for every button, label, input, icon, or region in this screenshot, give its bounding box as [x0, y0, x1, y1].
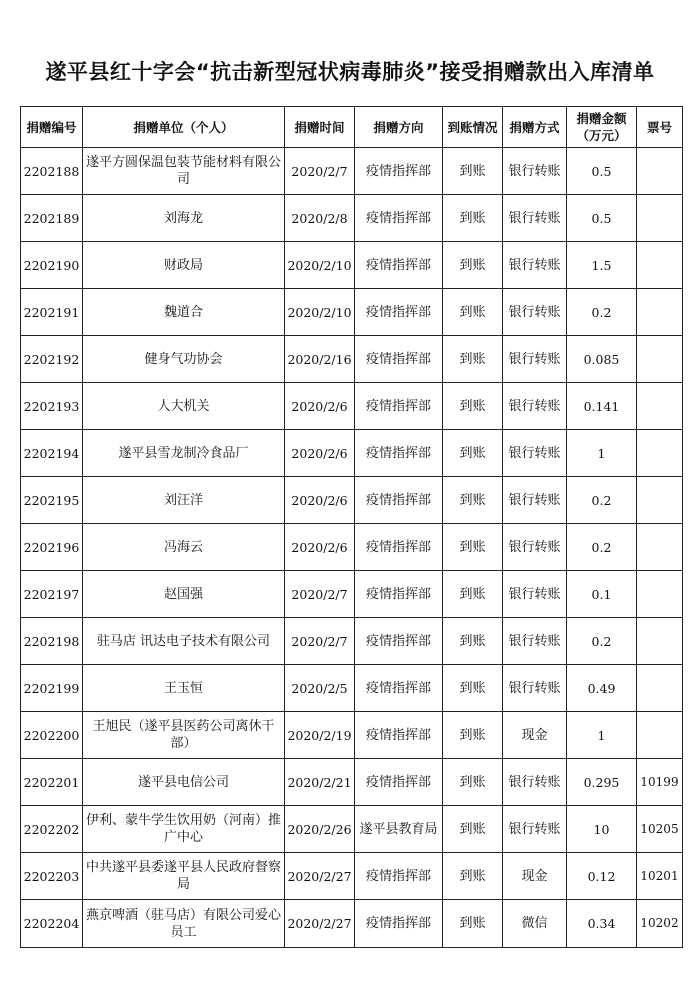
cell-date: 2020/2/7: [285, 571, 355, 618]
cell-date: 2020/2/6: [285, 477, 355, 524]
cell-method: 银行转账: [503, 477, 567, 524]
cell-donor: 遂平方圆保温包装节能材料有限公司: [83, 148, 285, 195]
cell-amount: 1: [567, 430, 637, 477]
cell-method: 银行转账: [503, 383, 567, 430]
cell-id: 2202196: [21, 524, 83, 571]
header-date: 捐赠时间: [285, 107, 355, 148]
cell-date: 2020/2/21: [285, 759, 355, 806]
cell-id: 2202194: [21, 430, 83, 477]
cell-receipt: [637, 430, 683, 477]
cell-date: 2020/2/27: [285, 853, 355, 900]
cell-date: 2020/2/10: [285, 242, 355, 289]
cell-status: 到账: [443, 524, 503, 571]
cell-receipt: [637, 618, 683, 665]
cell-id: 2202195: [21, 477, 83, 524]
cell-direction: 疫情指挥部: [355, 430, 443, 477]
cell-id: 2202204: [21, 900, 83, 948]
cell-method: 银行转账: [503, 289, 567, 336]
cell-method: 银行转账: [503, 806, 567, 853]
cell-method: 银行转账: [503, 571, 567, 618]
cell-amount: 0.295: [567, 759, 637, 806]
cell-method: 银行转账: [503, 759, 567, 806]
cell-amount: 0.1: [567, 571, 637, 618]
cell-direction: 疫情指挥部: [355, 853, 443, 900]
table-row: [21, 383, 683, 430]
cell-receipt: [637, 195, 683, 242]
cell-amount: 0.2: [567, 289, 637, 336]
header-method: 捐赠方式: [503, 107, 567, 148]
cell-donor: 魏道合: [83, 289, 285, 336]
page-title: 遂平县红十字会“抗击新型冠状病毒肺炎”接受捐赠款出入库清单: [45, 60, 655, 84]
header-status: 到账情况: [443, 107, 503, 148]
cell-status: 到账: [443, 289, 503, 336]
cell-amount: 0.12: [567, 853, 637, 900]
cell-method: 银行转账: [503, 618, 567, 665]
cell-direction: 疫情指挥部: [355, 524, 443, 571]
cell-id: 2202192: [21, 336, 83, 383]
cell-id: 2202188: [21, 148, 83, 195]
cell-donor: 财政局: [83, 242, 285, 289]
header-id: 捐赠编号: [21, 107, 83, 148]
donation-table: [20, 106, 683, 948]
cell-status: 到账: [443, 853, 503, 900]
cell-direction: 疫情指挥部: [355, 148, 443, 195]
cell-method: 银行转账: [503, 148, 567, 195]
cell-receipt: 10205: [637, 806, 683, 853]
table-row: [21, 195, 683, 242]
cell-status: 到账: [443, 336, 503, 383]
table-row: [21, 430, 683, 477]
cell-date: 2020/2/6: [285, 524, 355, 571]
cell-amount: 0.2: [567, 524, 637, 571]
cell-receipt: [637, 242, 683, 289]
cell-status: 到账: [443, 195, 503, 242]
cell-direction: 疫情指挥部: [355, 477, 443, 524]
table-row: [21, 665, 683, 712]
cell-receipt: [637, 289, 683, 336]
table-row: [21, 712, 683, 759]
cell-method: 现金: [503, 712, 567, 759]
cell-donor: 伊利、蒙牛学生饮用奶（河南）推广中心: [83, 806, 285, 853]
cell-method: 银行转账: [503, 430, 567, 477]
cell-method: 现金: [503, 853, 567, 900]
cell-date: 2020/2/16: [285, 336, 355, 383]
table-row: [21, 289, 683, 336]
table-row: [21, 806, 683, 853]
cell-method: 微信: [503, 900, 567, 948]
table-row: [21, 618, 683, 665]
cell-status: 到账: [443, 383, 503, 430]
cell-direction: 疫情指挥部: [355, 665, 443, 712]
table-row: [21, 477, 683, 524]
cell-donor: 刘汪洋: [83, 477, 285, 524]
cell-date: 2020/2/6: [285, 430, 355, 477]
cell-amount: 0.085: [567, 336, 637, 383]
cell-amount: 10: [567, 806, 637, 853]
cell-status: 到账: [443, 430, 503, 477]
cell-receipt: [637, 148, 683, 195]
cell-donor: 人大机关: [83, 383, 285, 430]
cell-id: 2202200: [21, 712, 83, 759]
cell-donor: 刘海龙: [83, 195, 285, 242]
table-row: [21, 242, 683, 289]
table-row: [21, 853, 683, 900]
cell-id: 2202198: [21, 618, 83, 665]
cell-amount: 0.5: [567, 148, 637, 195]
cell-donor: 冯海云: [83, 524, 285, 571]
cell-donor: 遂平县电信公司: [83, 759, 285, 806]
cell-donor: 赵国强: [83, 571, 285, 618]
cell-amount: 0.141: [567, 383, 637, 430]
table-row: [21, 759, 683, 806]
cell-receipt: [637, 712, 683, 759]
cell-receipt: [637, 383, 683, 430]
cell-direction: 疫情指挥部: [355, 195, 443, 242]
cell-direction: 疫情指挥部: [355, 242, 443, 289]
cell-direction: 遂平县教育局: [355, 806, 443, 853]
cell-id: 2202190: [21, 242, 83, 289]
cell-donor: 中共遂平县委遂平县人民政府督察局: [83, 853, 285, 900]
cell-amount: 1: [567, 712, 637, 759]
cell-date: 2020/2/7: [285, 148, 355, 195]
cell-amount: 0.2: [567, 618, 637, 665]
table-row: [21, 524, 683, 571]
cell-date: 2020/2/7: [285, 618, 355, 665]
cell-id: 2202202: [21, 806, 83, 853]
cell-status: 到账: [443, 477, 503, 524]
cell-date: 2020/2/5: [285, 665, 355, 712]
cell-date: 2020/2/10: [285, 289, 355, 336]
cell-receipt: 10199: [637, 759, 683, 806]
table-row: [21, 336, 683, 383]
cell-receipt: [637, 477, 683, 524]
cell-id: 2202191: [21, 289, 83, 336]
cell-receipt: [637, 524, 683, 571]
cell-method: 银行转账: [503, 524, 567, 571]
cell-donor: 遂平县雪龙制冷食品厂: [83, 430, 285, 477]
cell-status: 到账: [443, 712, 503, 759]
header-direction: 捐赠方向: [355, 107, 443, 148]
cell-id: 2202199: [21, 665, 83, 712]
cell-donor: 燕京啤酒（驻马店）有限公司爱心员工: [83, 900, 285, 948]
cell-donor: 驻马店 讯达电子技术有限公司: [83, 618, 285, 665]
cell-direction: 疫情指挥部: [355, 900, 443, 948]
table-header-row: [21, 107, 683, 148]
cell-id: 2202189: [21, 195, 83, 242]
cell-date: 2020/2/26: [285, 806, 355, 853]
cell-status: 到账: [443, 665, 503, 712]
cell-method: 银行转账: [503, 242, 567, 289]
header-amount: 捐赠金额（万元）: [567, 107, 637, 148]
cell-id: 2202201: [21, 759, 83, 806]
cell-id: 2202193: [21, 383, 83, 430]
cell-direction: 疫情指挥部: [355, 618, 443, 665]
cell-status: 到账: [443, 618, 503, 665]
cell-date: 2020/2/19: [285, 712, 355, 759]
cell-donor: 健身气功协会: [83, 336, 285, 383]
cell-id: 2202203: [21, 853, 83, 900]
cell-receipt: [637, 336, 683, 383]
cell-status: 到账: [443, 148, 503, 195]
cell-status: 到账: [443, 242, 503, 289]
table-row: [21, 148, 683, 195]
cell-direction: 疫情指挥部: [355, 289, 443, 336]
cell-amount: 1.5: [567, 242, 637, 289]
cell-amount: 0.49: [567, 665, 637, 712]
cell-direction: 疫情指挥部: [355, 571, 443, 618]
cell-date: 2020/2/27: [285, 900, 355, 948]
cell-method: 银行转账: [503, 195, 567, 242]
cell-amount: 0.2: [567, 477, 637, 524]
cell-direction: 疫情指挥部: [355, 759, 443, 806]
table-row: [21, 571, 683, 618]
cell-status: 到账: [443, 759, 503, 806]
cell-direction: 疫情指挥部: [355, 383, 443, 430]
cell-receipt: [637, 665, 683, 712]
cell-receipt: 10202: [637, 900, 683, 948]
cell-receipt: [637, 571, 683, 618]
header-receipt: 票号: [637, 107, 683, 148]
cell-date: 2020/2/6: [285, 383, 355, 430]
cell-amount: 0.34: [567, 900, 637, 948]
cell-status: 到账: [443, 900, 503, 948]
cell-donor: 王旭民（遂平县医药公司离休干部）: [83, 712, 285, 759]
cell-status: 到账: [443, 571, 503, 618]
cell-direction: 疫情指挥部: [355, 336, 443, 383]
cell-method: 银行转账: [503, 336, 567, 383]
cell-direction: 疫情指挥部: [355, 712, 443, 759]
cell-amount: 0.5: [567, 195, 637, 242]
header-donor: 捐赠单位（个人）: [83, 107, 285, 148]
cell-receipt: 10201: [637, 853, 683, 900]
cell-method: 银行转账: [503, 665, 567, 712]
cell-id: 2202197: [21, 571, 83, 618]
cell-date: 2020/2/8: [285, 195, 355, 242]
cell-status: 到账: [443, 806, 503, 853]
table-row: [21, 900, 683, 948]
cell-donor: 王玉恒: [83, 665, 285, 712]
